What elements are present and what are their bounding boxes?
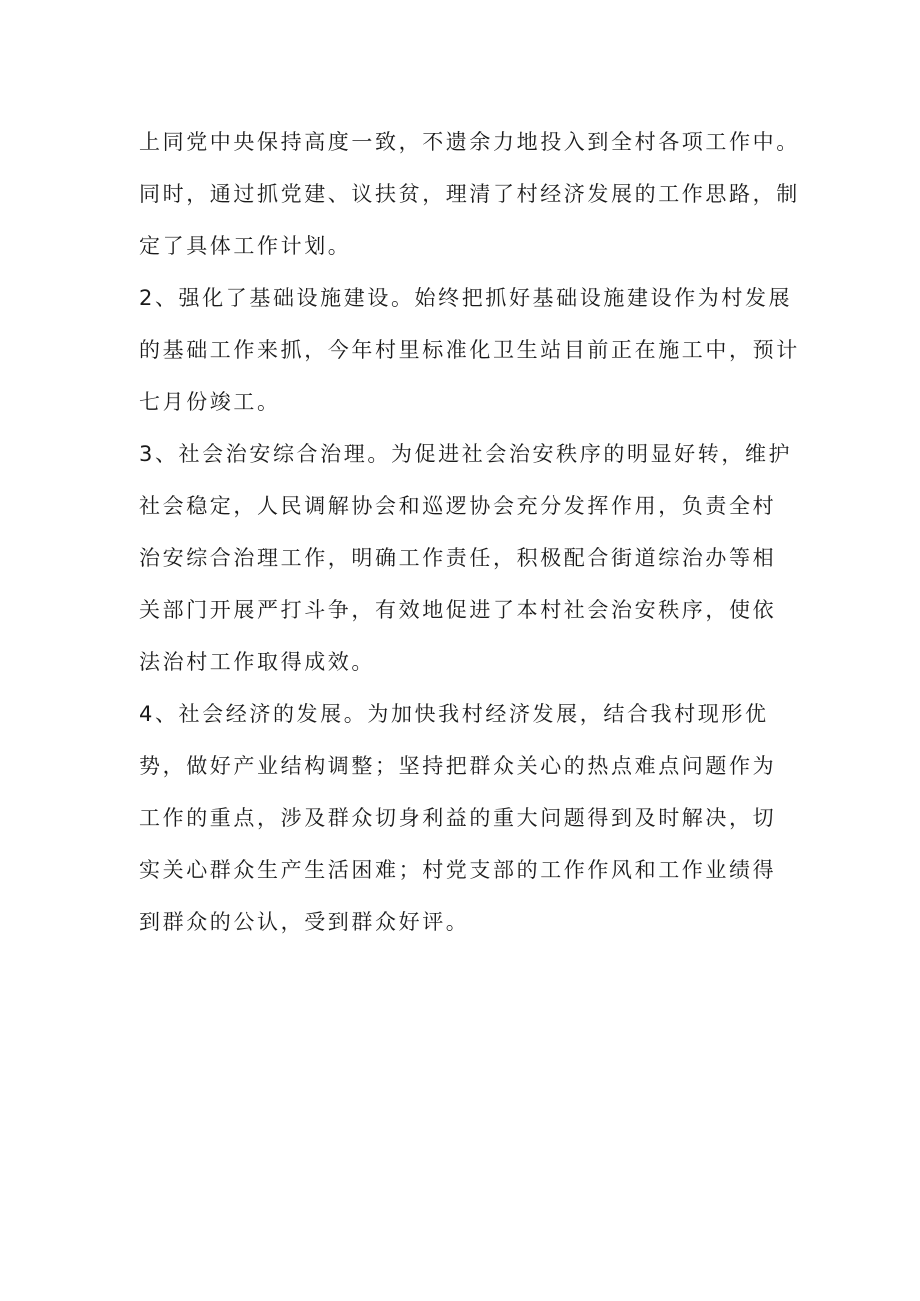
text-line: 关部门开展严打斗争，有效地促进了本村社会治安秩序，使依 — [139, 598, 777, 622]
text-line: 势，做好产业结构调整；坚持把群众关心的热点难点问题作为 — [139, 754, 777, 778]
text-line: 社会稳定，人民调解协会和巡逻协会充分发挥作用，负责全村 — [139, 494, 777, 518]
text-line: 3、社会治安综合治理。为促进社会治安秩序的明显好转，维护 — [139, 442, 793, 466]
text-line: 上同党中央保持高度一致，不遗余力地投入到全村各项工作中。 — [139, 130, 800, 154]
text-line: 法治村工作取得成效。 — [139, 650, 375, 674]
text-line: 同时，通过抓党建、议扶贫，理清了村经济发展的工作思路，制 — [139, 182, 800, 206]
text-line: 的基础工作来抓，今年村里标准化卫生站目前正在施工中，预计 — [139, 338, 800, 362]
text-line: 七月份竣工。 — [139, 390, 281, 414]
text-line: 实关心群众生产生活困难；村党支部的工作作风和工作业绩得 — [139, 858, 777, 882]
text-line: 治安综合治理工作，明确工作责任，积极配合街道综治办等相 — [139, 546, 777, 570]
body-text — [139, 116, 819, 948]
text-line: 4、社会经济的发展。为加快我村经济发展，结合我村现形优 — [139, 702, 769, 726]
text-line: 2、强化了基础设施建设。始终把抓好基础设施建设作为村发展 — [139, 286, 793, 310]
text-line: 定了具体工作计划。 — [139, 234, 352, 258]
text-line: 到群众的公认，受到群众好评。 — [139, 910, 470, 934]
text-line: 工作的重点，涉及群众切身利益的重大问题得到及时解决，切 — [139, 806, 777, 830]
